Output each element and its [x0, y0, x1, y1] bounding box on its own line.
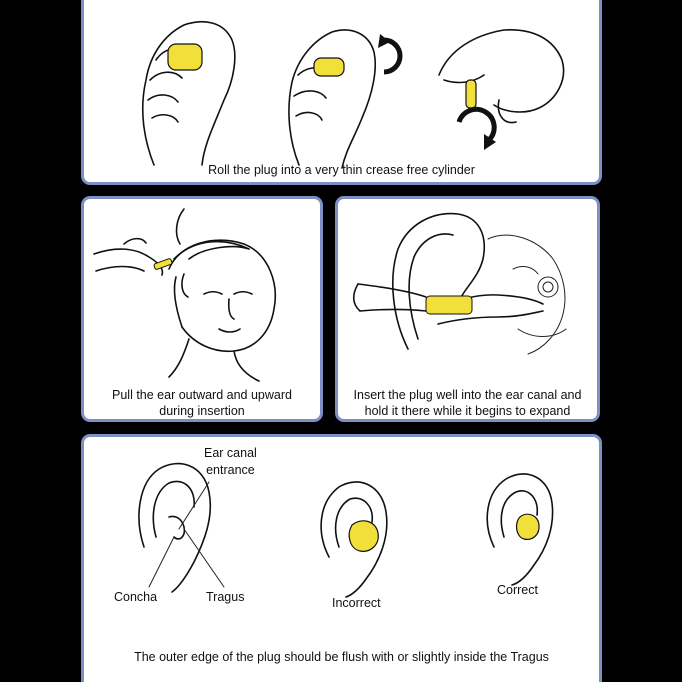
plug-cylinder — [168, 44, 202, 70]
fit-caption: The outer edge of the plug should be flush with or slightly inside the Tragus — [134, 650, 549, 664]
ear-canal-label-line2: entrance — [206, 463, 255, 477]
concha-label: Concha — [114, 590, 158, 604]
pull-caption-line1: Pull the ear outward and upward — [112, 388, 292, 402]
plug-flush — [517, 514, 540, 539]
ear-anatomy — [393, 214, 566, 354]
ear-canal-label-line1: Ear canal — [204, 446, 257, 460]
finger — [354, 284, 426, 311]
pull-step-panel — [81, 196, 323, 422]
roll-step-panel — [81, 0, 602, 185]
plug-protruding — [349, 521, 378, 551]
insert-step-panel — [335, 196, 600, 422]
concha-pointer — [149, 537, 174, 587]
ear-canal-pointer — [179, 482, 209, 529]
tragus-label: Tragus — [206, 590, 245, 604]
pull-caption — [84, 387, 320, 419]
rolling-hand-3 — [439, 30, 564, 150]
roll-caption: Roll the plug into a very thin crease free cylinder — [208, 163, 475, 177]
rotate-arrow-icon — [384, 40, 400, 72]
rotate-arrow-icon — [459, 109, 494, 140]
incorrect-label: Incorrect — [332, 596, 381, 610]
fit-check-panel — [81, 434, 602, 682]
ear-fit-illustrations — [84, 437, 602, 682]
rolling-hand-2 — [289, 30, 400, 168]
roll-illustration — [84, 0, 602, 185]
pull-caption-line2: during insertion — [159, 404, 245, 418]
incorrect-ear — [321, 482, 387, 597]
plug-cylinder — [314, 58, 344, 76]
man-head — [169, 240, 275, 381]
insert-caption-line2: hold it there while it begins to expand — [364, 404, 571, 418]
ear-canal-label — [204, 445, 257, 479]
insert-caption — [338, 387, 597, 419]
correct-label: Correct — [497, 583, 538, 597]
insert-caption-line1: Insert the plug well into the ear canal and — [353, 388, 582, 402]
plug-cylinder — [426, 296, 472, 314]
labeled-ear — [139, 464, 224, 592]
rolling-hand-1 — [143, 22, 235, 165]
plug-cylinder — [466, 80, 476, 108]
correct-ear — [487, 474, 552, 585]
